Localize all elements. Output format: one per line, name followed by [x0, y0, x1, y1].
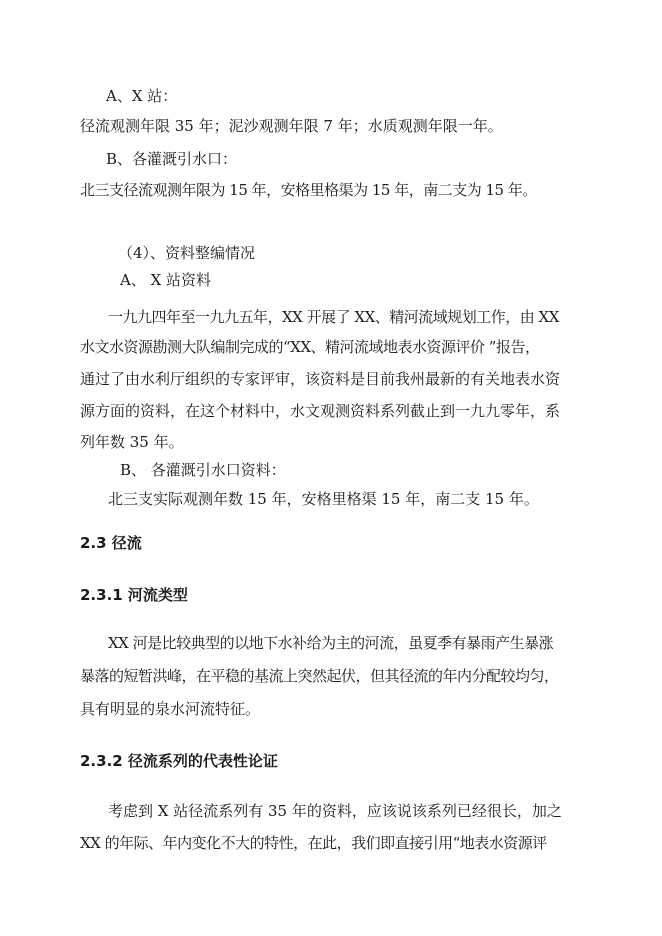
station-a-detail: 径流观测年限 35 年；泥沙观测年限 7 年；水质观测年限一年。: [80, 117, 503, 135]
paragraph-line: 一九九四年至一九九五年，XX 开展了 XX、精河流域规划工作，由 XX: [108, 308, 559, 326]
station-b-detail: 北三支径流观测年限为 15 年，安格里格渠为 15 年，南二支为 15 年。: [80, 181, 537, 199]
section-heading-2-3: 2.3 径流: [80, 534, 142, 552]
data-a-label: A、 X 站资料: [120, 271, 212, 289]
station-b-label: B、各灌溉引水口：: [106, 150, 238, 168]
data-b-label: B、 各灌溉引水口资料：: [120, 461, 286, 479]
paragraph-line: 源方面的资料，在这个材料中，水文观测资料系列截止到一九九零年，系: [80, 402, 561, 420]
paragraph-line: XX 河是比较典型的以地下水补给为主的河流，虽夏季有暴雨产生暴涨: [108, 634, 554, 652]
paragraph-line: 暴落的短暂洪峰，在平稳的基流上突然起伏，但其径流的年内分配较均匀，: [80, 667, 559, 685]
paragraph-line: XX 的年际、年内变化不大的特性，在此，我们即直接引用“地表水资源评: [80, 834, 547, 852]
paragraph-line: 考虑到 X 站径流系列有 35 年的资料，应该说该系列已经很长，加之: [108, 802, 562, 820]
paragraph-line: 水文水资源勘测大队编制完成的“XX、精河流域地表水资源评价 ”报告，: [80, 338, 540, 356]
paragraph-line: 具有明显的泉水河流特征。: [80, 700, 261, 718]
section-heading-2-3-2: 2.3.2 径流系列的代表性论证: [80, 752, 278, 770]
paragraph-line: 列年数 35 年。: [80, 433, 184, 451]
section-heading-2-3-1: 2.3.1 河流类型: [80, 586, 188, 604]
data-b-detail: 北三支实际观测年数 15 年，安格里格渠 15 年，南二支 15 年。: [108, 490, 539, 508]
paragraph-line: 通过了由水利厅组织的专家评审，该资料是目前我州最新的有关地表水资: [80, 370, 561, 388]
data-heading: （4）、资料整编情况: [118, 244, 256, 262]
station-a-label: A、X 站：: [106, 87, 178, 105]
